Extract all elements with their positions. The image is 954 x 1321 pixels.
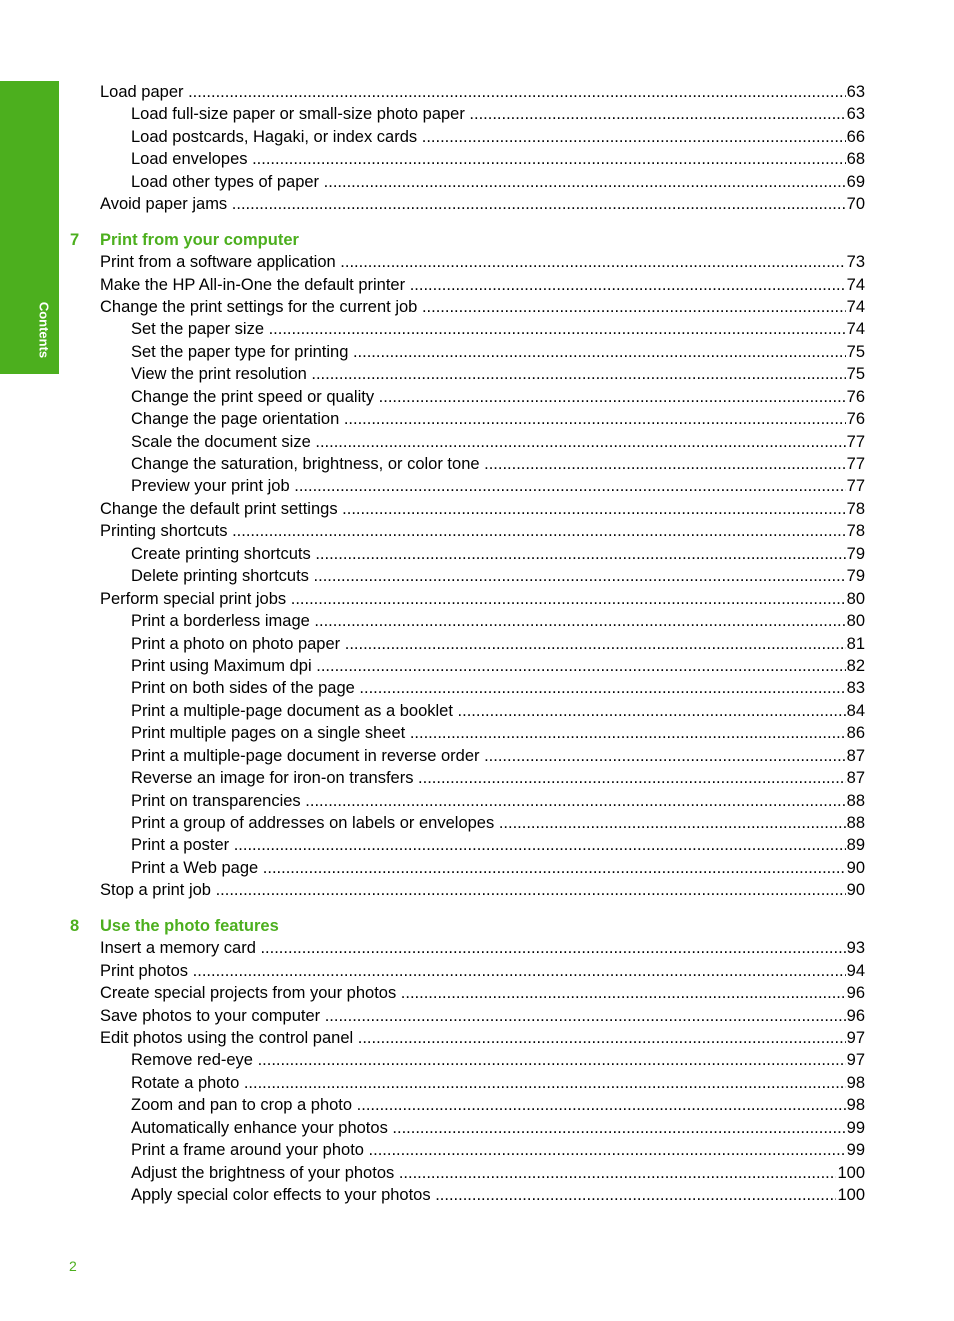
toc-entry[interactable]	[0, 453, 954, 475]
toc-entry[interactable]	[0, 408, 954, 430]
toc-entry-title: Load paper .....	[100, 81, 865, 103]
toc-entry-page: 82	[846, 655, 865, 677]
toc-entry-page: 76	[846, 386, 865, 408]
toc-entry-page: 96	[846, 982, 865, 1004]
toc-entry-title: Reverse an image for iron-on transfers .....	[131, 767, 865, 789]
toc-entry[interactable]	[0, 1139, 954, 1161]
toc-entry-title: Apply special color effects to your photos .....	[131, 1184, 836, 1206]
table-of-contents	[0, 81, 954, 1206]
toc-entry-page: 97	[846, 1027, 865, 1049]
toc-entry[interactable]	[0, 520, 954, 542]
toc-entry-title: Set the paper size .....	[131, 318, 865, 340]
toc-entry-page: 84	[846, 700, 865, 722]
toc-entry-page: 74	[846, 318, 865, 340]
toc-entry-page: 78	[846, 498, 865, 520]
toc-entry-title: Printing shortcuts .....	[100, 520, 865, 542]
toc-entry-page: 88	[846, 790, 865, 812]
toc-entry[interactable]	[0, 812, 954, 834]
toc-entry-page: 68	[846, 148, 865, 170]
toc-entry-title: Print a poster .....	[131, 834, 865, 856]
toc-entry-page: 80	[846, 588, 865, 610]
toc-entry-page: 88	[846, 812, 865, 834]
toc-entry-page: 90	[846, 879, 865, 901]
toc-entry-page: 77	[846, 453, 865, 475]
toc-entry-title: Stop a print job .....	[100, 879, 865, 901]
toc-entry-page: 63	[846, 81, 865, 103]
toc-entry-page: 79	[846, 543, 865, 565]
toc-entry[interactable]	[0, 655, 954, 677]
toc-entry-page: 100	[836, 1184, 865, 1206]
toc-entry[interactable]	[0, 1049, 954, 1071]
toc-entry-title: Print a multiple-page document in reverse order .....	[131, 745, 865, 767]
toc-entry-title: Edit photos using the control panel .....	[100, 1027, 865, 1049]
toc-entry[interactable]	[0, 318, 954, 340]
toc-entry[interactable]	[0, 103, 954, 125]
toc-entry[interactable]	[0, 588, 954, 610]
toc-entry[interactable]	[0, 148, 954, 170]
page-number: 2	[69, 1258, 77, 1274]
toc-entry[interactable]	[0, 722, 954, 744]
chapter-heading	[0, 915, 954, 937]
toc-entry-page: 97	[846, 1049, 865, 1071]
toc-entry-title: Make the HP All-in-One the default printer .....	[100, 274, 865, 296]
toc-entry-page: 70	[846, 193, 865, 215]
toc-entry-page: 83	[846, 677, 865, 699]
toc-entry-title: Remove red-eye .....	[131, 1049, 865, 1071]
toc-entry-title: Load envelopes .....	[131, 148, 865, 170]
toc-entry-title: Zoom and pan to crop a photo .....	[131, 1094, 865, 1116]
toc-entry-title: Change the print settings for the current job .....	[100, 296, 865, 318]
toc-entry[interactable]	[0, 475, 954, 497]
toc-entry[interactable]	[0, 341, 954, 363]
toc-entry-title: Set the paper type for printing .....	[131, 341, 865, 363]
toc-entry-title: Rotate a photo .....	[131, 1072, 865, 1094]
toc-entry-page: 90	[846, 857, 865, 879]
toc-entry[interactable]	[0, 386, 954, 408]
toc-entry-page: 89	[846, 834, 865, 856]
toc-entry-title: Print on both sides of the page .....	[131, 677, 865, 699]
toc-entry[interactable]	[0, 565, 954, 587]
toc-entry[interactable]	[0, 1094, 954, 1116]
toc-entry-page: 75	[846, 363, 865, 385]
toc-entry[interactable]	[0, 126, 954, 148]
toc-entry[interactable]	[0, 296, 954, 318]
toc-entry[interactable]	[0, 193, 954, 215]
toc-entry[interactable]	[0, 960, 954, 982]
toc-entry-page: 87	[846, 745, 865, 767]
toc-entry-title: Print using Maximum dpi .....	[131, 655, 865, 677]
toc-entry[interactable]	[0, 834, 954, 856]
toc-entry[interactable]	[0, 937, 954, 959]
toc-entry[interactable]	[0, 498, 954, 520]
toc-entry[interactable]	[0, 610, 954, 632]
toc-entry-page: 98	[846, 1072, 865, 1094]
toc-entry-page: 86	[846, 722, 865, 744]
toc-entry[interactable]	[0, 1184, 954, 1206]
toc-entry-page: 76	[846, 408, 865, 430]
chapter-title: Print from your computer	[100, 230, 299, 249]
chapter-heading	[0, 229, 954, 251]
toc-entry-title: View the print resolution .....	[131, 363, 865, 385]
toc-entry[interactable]	[0, 431, 954, 453]
toc-entry-title: Load other types of paper .....	[131, 171, 865, 193]
toc-entry[interactable]	[0, 1027, 954, 1049]
toc-entry[interactable]	[0, 700, 954, 722]
toc-entry-page: 77	[846, 431, 865, 453]
toc-entry-title: Print multiple pages on a single sheet .....	[131, 722, 865, 744]
toc-entry-title: Print a multiple-page document as a booklet .....	[131, 700, 865, 722]
toc-entry-title: Delete printing shortcuts .....	[131, 565, 865, 587]
toc-entry-title: Perform special print jobs .....	[100, 588, 865, 610]
toc-entry-page: 74	[846, 296, 865, 318]
toc-entry[interactable]	[0, 543, 954, 565]
side-tab-label: Contents	[36, 301, 52, 359]
chapter-number: 7	[70, 230, 80, 249]
toc-entry-title: Change the default print settings .....	[100, 498, 865, 520]
toc-entry-title: Print a borderless image .....	[131, 610, 865, 632]
toc-entry-title: Print a photo on photo paper .....	[131, 633, 865, 655]
toc-entry[interactable]	[0, 81, 954, 103]
toc-entry-page: 80	[846, 610, 865, 632]
toc-entry-title: Insert a memory card .....	[100, 937, 865, 959]
toc-entry-title: Change the saturation, brightness, or color tone .....	[131, 453, 865, 475]
toc-entry-page: 98	[846, 1094, 865, 1116]
toc-entry[interactable]	[0, 274, 954, 296]
toc-entry-title: Adjust the brightness of your photos .....	[131, 1162, 836, 1184]
toc-entry-title: Create printing shortcuts .....	[131, 543, 865, 565]
toc-entry-page: 99	[846, 1117, 865, 1139]
toc-entry-page: 63	[846, 103, 865, 125]
toc-entry-page: 79	[846, 565, 865, 587]
toc-entry-page: 74	[846, 274, 865, 296]
toc-entry-title: Print a Web page .....	[131, 857, 865, 879]
toc-entry[interactable]	[0, 633, 954, 655]
toc-entry[interactable]	[0, 1072, 954, 1094]
toc-entry[interactable]	[0, 363, 954, 385]
toc-entry-page: 69	[846, 171, 865, 193]
toc-entry-title: Change the page orientation .....	[131, 408, 865, 430]
toc-entry-page: 94	[846, 960, 865, 982]
toc-entry-page: 73	[846, 251, 865, 273]
toc-entry[interactable]	[0, 677, 954, 699]
toc-entry[interactable]	[0, 745, 954, 767]
toc-entry-title: Print on transparencies .....	[131, 790, 865, 812]
toc-entry[interactable]	[0, 879, 954, 901]
toc-entry-title: Print a group of addresses on labels or envelopes .....	[131, 812, 865, 834]
toc-entry-title: Automatically enhance your photos .....	[131, 1117, 865, 1139]
toc-entry[interactable]	[0, 790, 954, 812]
chapter-number: 8	[70, 916, 80, 935]
toc-entry-page: 93	[846, 937, 865, 959]
toc-entry-page: 66	[846, 126, 865, 148]
toc-entry-title: Load full-size paper or small-size photo paper .....	[131, 103, 865, 125]
toc-entry-title: Avoid paper jams .....	[100, 193, 865, 215]
toc-entry[interactable]	[0, 857, 954, 879]
toc-entry-page: 100	[836, 1162, 865, 1184]
toc-entry-page: 96	[846, 1005, 865, 1027]
toc-entry[interactable]	[0, 251, 954, 273]
chapter-title: Use the photo features	[100, 916, 279, 935]
toc-entry[interactable]	[0, 767, 954, 789]
toc-entry-title: Load postcards, Hagaki, or index cards .....	[131, 126, 865, 148]
toc-entry[interactable]	[0, 1117, 954, 1139]
toc-entry-page: 81	[846, 633, 865, 655]
toc-entry-title: Save photos to your computer .....	[100, 1005, 865, 1027]
toc-entry-page: 78	[846, 520, 865, 542]
toc-entry-title: Scale the document size .....	[131, 431, 865, 453]
toc-entry[interactable]	[0, 982, 954, 1004]
toc-entry-page: 87	[846, 767, 865, 789]
toc-entry[interactable]	[0, 1162, 954, 1184]
toc-entry-title: Create special projects from your photos .....	[100, 982, 865, 1004]
toc-entry-title: Print photos .....	[100, 960, 865, 982]
toc-entry[interactable]	[0, 171, 954, 193]
toc-entry-title: Print a frame around your photo .....	[131, 1139, 865, 1161]
toc-entry-title: Change the print speed or quality .....	[131, 386, 865, 408]
toc-entry-title: Preview your print job .....	[131, 475, 865, 497]
toc-entry[interactable]	[0, 1005, 954, 1027]
toc-entry-page: 99	[846, 1139, 865, 1161]
toc-entry-title: Print from a software application .....	[100, 251, 865, 273]
toc-entry-page: 77	[846, 475, 865, 497]
toc-entry-page: 75	[846, 341, 865, 363]
